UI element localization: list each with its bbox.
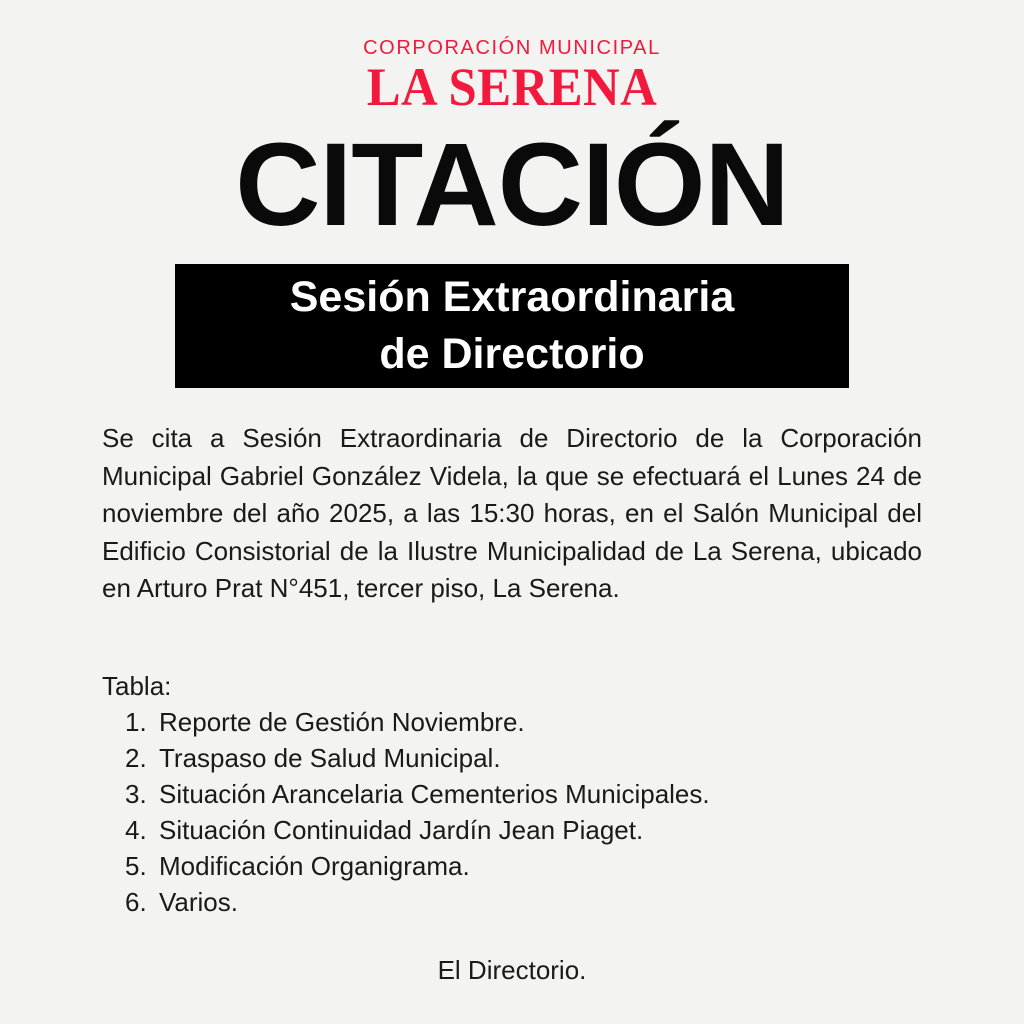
agenda-item-text: Situación Arancelaria Cementerios Municipales.: [159, 779, 710, 809]
agenda-section: [102, 668, 922, 920]
page-title: CITACIÓN: [235, 119, 789, 251]
agenda-item: [102, 848, 922, 884]
convocation-paragraph: Se cita a Sesión Extraordinaria de Directorio de la Corporación Municipal Gabriel González Videla, la que se efectuará el Lunes 24 de noviembre del año 2025, a las 15:30 horas, en el Salón Municipal del Edificio Consistorial de la Ilustre Municipalidad de La Serena, ubicado en Arturo Prat N°451, tercer piso, La Serena.: [102, 423, 922, 603]
agenda-label: Tabla:: [102, 671, 172, 701]
agenda-item: [102, 812, 922, 848]
agenda-item: [102, 884, 922, 920]
session-banner: [175, 264, 849, 388]
agenda-item-text: Varios.: [159, 887, 238, 917]
banner-line-2: de Directorio: [379, 330, 645, 378]
agenda-item-number: 6.: [125, 887, 147, 917]
agenda-item-number: 1.: [125, 707, 147, 737]
agenda-item: [102, 704, 922, 740]
agenda-item-number: 4.: [125, 815, 147, 845]
agenda-item-text: Reporte de Gestión Noviembre.: [159, 707, 525, 737]
agenda-item-text: Modificación Organigrama.: [159, 851, 470, 881]
agenda-item-number: 5.: [125, 851, 147, 881]
agenda-item-text: Traspaso de Salud Municipal.: [159, 743, 501, 773]
agenda-item-number: 2.: [125, 743, 147, 773]
corporacion-logo: [0, 37, 1024, 117]
agenda-item-text: Situación Continuidad Jardín Jean Piaget.: [159, 815, 644, 845]
banner-line-1: Sesión Extraordinaria: [289, 273, 735, 322]
signature-line: El Directorio.: [437, 955, 587, 985]
agenda-item: [102, 740, 922, 776]
agenda-item: [102, 776, 922, 812]
logo-wordmark: LA SERENA: [366, 57, 658, 117]
logo-subtitle: CORPORACIÓN MUNICIPAL: [363, 37, 661, 59]
agenda-item-number: 3.: [125, 779, 147, 809]
agenda-list: [102, 704, 922, 920]
